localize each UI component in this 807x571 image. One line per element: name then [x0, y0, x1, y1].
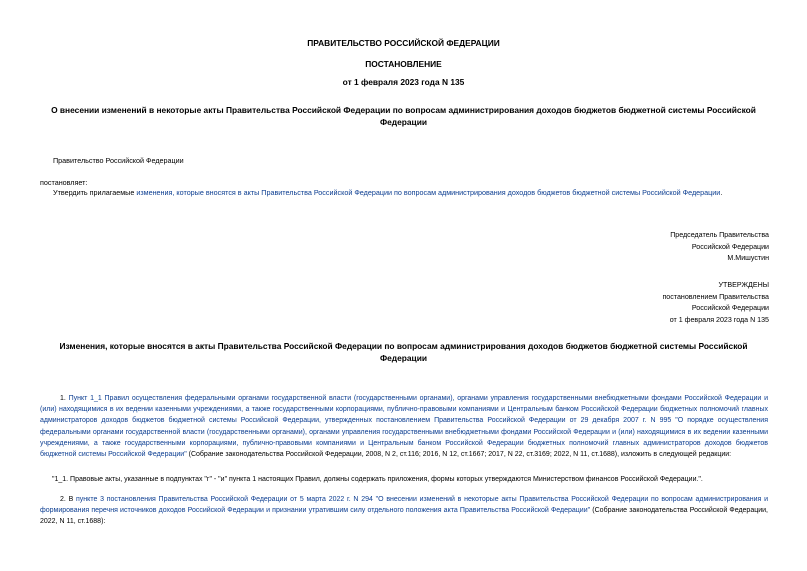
- org-heading: ПРАВИТЕЛЬСТВО РОССИЙСКОЙ ФЕДЕРАЦИИ: [307, 38, 500, 48]
- paragraph-1-number: 1.: [60, 395, 69, 402]
- quote-paragraph: [40, 474, 768, 485]
- approve-prefix: Утвердить прилагаемые: [53, 188, 137, 197]
- paragraph-2-link[interactable]: пункте 3 постановления Правительства Российской Федерации от 5 марта 2022 г. N 294 "О внесении изменений в некоторые акты Правительства Российской Федерации по вопросам администрирования и формирования перечня источников доходов Российской Федерации и признании утратившим силу отдельного положения акта Правительства Российской Федерации": [40, 496, 768, 515]
- paragraph-1: [40, 393, 768, 460]
- document-title: О внесении изменений в некоторые акты Правительства Российской Федерации по вопросам администрирования доходов бюджетов бюджетной системы Российской Федерации: [51, 105, 756, 127]
- approve-suffix: .: [720, 188, 723, 197]
- paragraph-2-prefix: 2. В: [60, 496, 77, 503]
- approved-line-4: от 1 февраля 2023 года N 135: [669, 316, 769, 325]
- paragraph-2-suffix: (Собрание законодательства Российской Федерации, 2022, N 11, ст.1688):: [40, 507, 768, 526]
- signature-line-1: Председатель Правительства: [670, 231, 769, 239]
- paragraph-1-suffix: (Собрание законодательства Российской Федерации, 2008, N 2, ст.116; 2016, N 12, ст.1667; 2017, N 22, ст.3169; 2022, N 11, ст.1688), изложить в следующей редакции:: [186, 451, 732, 459]
- approved-line-2: постановлением Правительства: [662, 292, 769, 301]
- signature-line-3: М.Мишустин: [727, 254, 769, 263]
- approve-link[interactable]: изменения, которые вносятся в акты Правительства Российской Федерации по вопросам администрирования доходов бюджетов бюджетной системы Российской Федерации: [136, 188, 721, 197]
- signature-line-2: Российской Федерации: [691, 242, 769, 251]
- changes-title: Изменения, которые вносятся в акты Правительства Российской Федерации по вопросам администрирования доходов бюджетов бюджетной системы Российской Федерации: [59, 341, 748, 363]
- paragraph-1-link[interactable]: Пункт 1_1 Правил осуществления федеральными органами государственной власти (государственными органами), органами управления государственными внебюджетными фондами Российской Федерации и (или) находящимися в их ведении казенными учреждениями, а также государственными корпорациями, публично-правовыми компаниями и Центральным банком Российской Федерации бюджетных полномочий главных администраторов доходов бюджетов бюджетной системы Российской Федерации, утвержденных постановлением Правительства Российской Федерации от 29 декабря 2007 г. N 995 "О порядке осуществления федеральными органами государственной власти (государственными органами), органами управления государственными внебюджетными фондами Российской Федерации и (или) находящимися в их ведении казенными учреждениями, а также государственными корпорациями, публично-правовыми компаниями и Центральным банком Российской Федерации бюджетных полномочий главных администраторов доходов бюджетов бюджетной системы Российской Федерации": [40, 395, 768, 459]
- signature-block: [670, 230, 769, 265]
- decrees-label: постановляет:: [40, 178, 88, 187]
- paragraph-2: [40, 494, 768, 528]
- government-label: Правительство Российской Федерации: [53, 156, 184, 165]
- approved-line-3: Российской Федерации: [691, 304, 769, 313]
- date-number-heading: от 1 февраля 2023 года N 135: [342, 77, 465, 87]
- doc-type-heading: ПОСТАНОВЛЕНИЕ: [365, 59, 442, 69]
- approved-line-1: УТВЕРЖДЕНЫ: [718, 281, 769, 289]
- quote-text: "1_1. Правовые акты, указанные в подпунктах "г" - "и" пункта 1 настоящих Правил, должны содержать приложения, формы которых утверждаются Министерством финансов Российской Федерации.".: [52, 476, 703, 483]
- approve-paragraph: [53, 188, 722, 197]
- approved-block: [662, 280, 769, 327]
